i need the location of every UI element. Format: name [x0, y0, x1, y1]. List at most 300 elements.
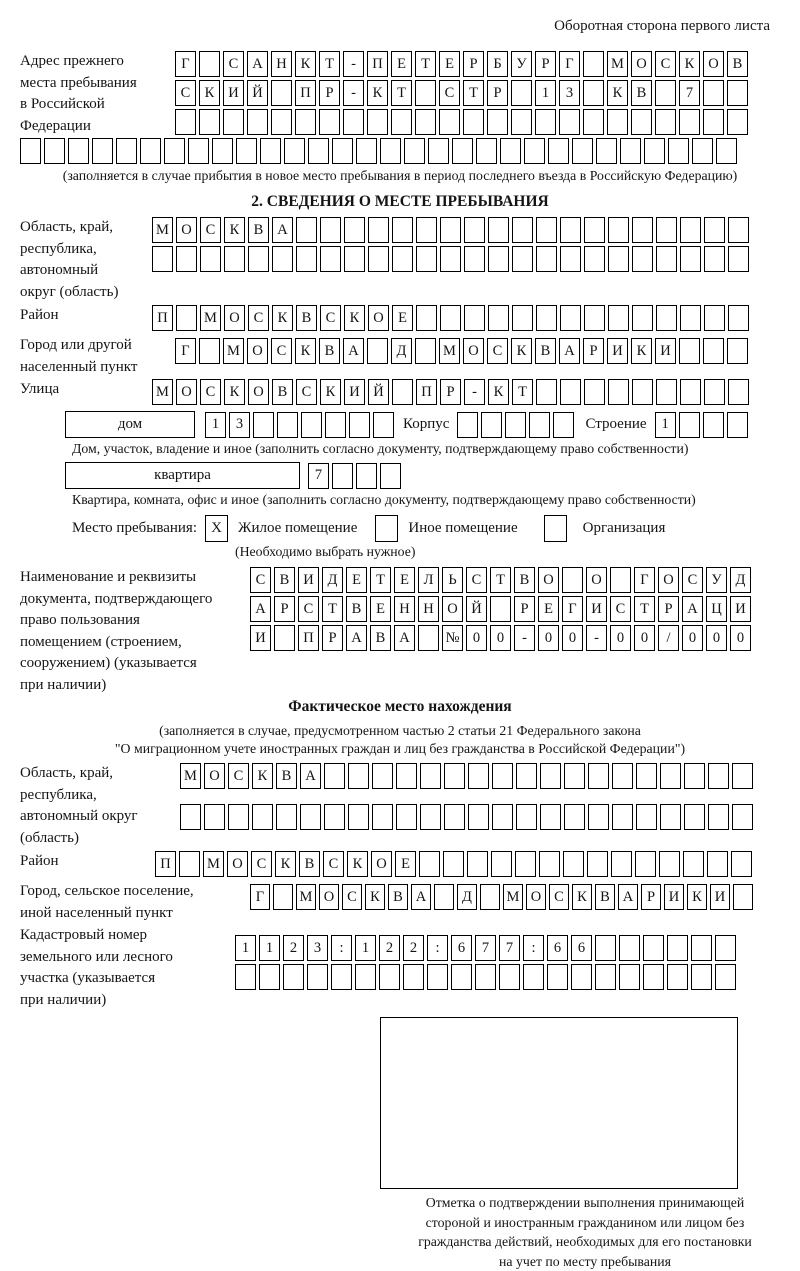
- char-cell[interactable]: М: [152, 217, 173, 243]
- char-cell[interactable]: 6: [571, 935, 592, 961]
- char-cell[interactable]: [571, 964, 592, 990]
- char-cell[interactable]: [368, 246, 389, 272]
- char-cell[interactable]: Й: [368, 379, 389, 405]
- char-cell[interactable]: :: [523, 935, 544, 961]
- char-cell[interactable]: [715, 935, 736, 961]
- char-cell[interactable]: [660, 763, 681, 789]
- char-cell[interactable]: [372, 804, 393, 830]
- char-cell[interactable]: -: [343, 80, 364, 106]
- char-cell[interactable]: [536, 217, 557, 243]
- char-cell[interactable]: М: [223, 338, 244, 364]
- char-cell[interactable]: [490, 596, 511, 622]
- char-cell[interactable]: [440, 217, 461, 243]
- char-cell[interactable]: О: [586, 567, 607, 593]
- char-cell[interactable]: М: [200, 305, 221, 331]
- char-cell[interactable]: [511, 80, 532, 106]
- char-cell[interactable]: [488, 246, 509, 272]
- char-cell[interactable]: [373, 412, 394, 438]
- char-cell[interactable]: М: [203, 851, 224, 877]
- char-cell[interactable]: К: [224, 379, 245, 405]
- char-cell[interactable]: К: [224, 217, 245, 243]
- char-cell[interactable]: [164, 138, 185, 164]
- char-cell[interactable]: П: [152, 305, 173, 331]
- char-cell[interactable]: [643, 935, 664, 961]
- char-cell[interactable]: Р: [487, 80, 508, 106]
- char-cell[interactable]: Т: [415, 51, 436, 77]
- char-cell[interactable]: [420, 763, 441, 789]
- char-cell[interactable]: [248, 246, 269, 272]
- char-cell[interactable]: О: [176, 217, 197, 243]
- char-cell[interactable]: Д: [391, 338, 412, 364]
- char-cell[interactable]: Т: [512, 379, 533, 405]
- char-cell[interactable]: [372, 763, 393, 789]
- char-cell[interactable]: В: [514, 567, 535, 593]
- char-cell[interactable]: [584, 246, 605, 272]
- char-cell[interactable]: [271, 109, 292, 135]
- char-cell[interactable]: [728, 305, 749, 331]
- char-cell[interactable]: С: [342, 884, 362, 910]
- char-cell[interactable]: К: [252, 763, 273, 789]
- char-cell[interactable]: [200, 246, 221, 272]
- char-cell[interactable]: О: [442, 596, 463, 622]
- char-cell[interactable]: М: [439, 338, 460, 364]
- char-cell[interactable]: К: [199, 80, 220, 106]
- char-cell[interactable]: М: [503, 884, 523, 910]
- char-cell[interactable]: Р: [322, 625, 343, 651]
- char-cell[interactable]: [415, 80, 436, 106]
- char-cell[interactable]: И: [250, 625, 271, 651]
- char-cell[interactable]: Р: [274, 596, 295, 622]
- char-cell[interactable]: [444, 804, 465, 830]
- char-cell[interactable]: А: [346, 625, 367, 651]
- char-cell[interactable]: [344, 217, 365, 243]
- char-cell[interactable]: О: [703, 51, 724, 77]
- char-cell[interactable]: К: [679, 51, 700, 77]
- char-cell[interactable]: [692, 138, 713, 164]
- char-cell[interactable]: :: [331, 935, 352, 961]
- char-cell[interactable]: М: [152, 379, 173, 405]
- char-cell[interactable]: [704, 217, 725, 243]
- checkbox-organizatsiya[interactable]: [544, 515, 567, 542]
- char-cell[interactable]: [667, 964, 688, 990]
- char-cell[interactable]: 0: [562, 625, 583, 651]
- char-cell[interactable]: [440, 246, 461, 272]
- char-cell[interactable]: К: [572, 884, 592, 910]
- char-cell[interactable]: О: [631, 51, 652, 77]
- char-cell[interactable]: Е: [395, 851, 416, 877]
- char-cell[interactable]: В: [296, 305, 317, 331]
- char-cell[interactable]: [68, 138, 89, 164]
- char-cell[interactable]: [325, 412, 346, 438]
- char-cell[interactable]: [416, 305, 437, 331]
- checkbox-inoe[interactable]: [375, 515, 398, 542]
- confirmation-stamp-box[interactable]: [380, 1017, 738, 1189]
- char-cell[interactable]: [440, 305, 461, 331]
- char-cell[interactable]: А: [343, 338, 364, 364]
- char-cell[interactable]: И: [223, 80, 244, 106]
- char-cell[interactable]: С: [248, 305, 269, 331]
- char-cell[interactable]: Г: [634, 567, 655, 593]
- char-cell[interactable]: [380, 463, 401, 489]
- char-cell[interactable]: [656, 379, 677, 405]
- char-cell[interactable]: Г: [562, 596, 583, 622]
- char-cell[interactable]: [418, 625, 439, 651]
- char-cell[interactable]: Т: [322, 596, 343, 622]
- char-cell[interactable]: С: [200, 379, 221, 405]
- char-cell[interactable]: [727, 109, 748, 135]
- char-cell[interactable]: -: [464, 379, 485, 405]
- char-cell[interactable]: [732, 763, 753, 789]
- char-cell[interactable]: О: [248, 379, 269, 405]
- char-cell[interactable]: Р: [658, 596, 679, 622]
- char-cell[interactable]: М: [180, 763, 201, 789]
- char-cell[interactable]: [272, 246, 293, 272]
- char-cell[interactable]: Т: [370, 567, 391, 593]
- char-cell[interactable]: [684, 763, 705, 789]
- char-cell[interactable]: [560, 217, 581, 243]
- char-cell[interactable]: К: [320, 379, 341, 405]
- char-cell[interactable]: И: [655, 338, 676, 364]
- char-cell[interactable]: [380, 138, 401, 164]
- char-cell[interactable]: [572, 138, 593, 164]
- char-cell[interactable]: [583, 51, 604, 77]
- char-cell[interactable]: [199, 109, 220, 135]
- char-cell[interactable]: [547, 964, 568, 990]
- char-cell[interactable]: [727, 412, 748, 438]
- char-cell[interactable]: [703, 109, 724, 135]
- char-cell[interactable]: [415, 338, 436, 364]
- char-cell[interactable]: [728, 217, 749, 243]
- char-cell[interactable]: [632, 246, 653, 272]
- char-cell[interactable]: [680, 246, 701, 272]
- char-cell[interactable]: В: [370, 625, 391, 651]
- char-cell[interactable]: [480, 884, 500, 910]
- char-cell[interactable]: А: [411, 884, 431, 910]
- char-cell[interactable]: [612, 763, 633, 789]
- char-cell[interactable]: [512, 305, 533, 331]
- char-cell[interactable]: [367, 338, 388, 364]
- char-cell[interactable]: [707, 851, 728, 877]
- char-cell[interactable]: Р: [535, 51, 556, 77]
- char-cell[interactable]: И: [730, 596, 751, 622]
- char-cell[interactable]: [308, 138, 329, 164]
- char-cell[interactable]: [253, 412, 274, 438]
- char-cell[interactable]: 0: [634, 625, 655, 651]
- char-cell[interactable]: [608, 246, 629, 272]
- char-cell[interactable]: [536, 379, 557, 405]
- char-cell[interactable]: [539, 851, 560, 877]
- char-cell[interactable]: [348, 763, 369, 789]
- char-cell[interactable]: О: [658, 567, 679, 593]
- char-cell[interactable]: [348, 804, 369, 830]
- char-cell[interactable]: 0: [682, 625, 703, 651]
- char-cell[interactable]: [691, 964, 712, 990]
- char-cell[interactable]: [560, 305, 581, 331]
- char-cell[interactable]: [391, 109, 412, 135]
- char-cell[interactable]: [680, 379, 701, 405]
- char-cell[interactable]: Д: [457, 884, 477, 910]
- char-cell[interactable]: С: [271, 338, 292, 364]
- char-cell[interactable]: [176, 305, 197, 331]
- char-cell[interactable]: [632, 379, 653, 405]
- char-cell[interactable]: В: [299, 851, 320, 877]
- char-cell[interactable]: [536, 305, 557, 331]
- char-cell[interactable]: А: [247, 51, 268, 77]
- char-cell[interactable]: [301, 412, 322, 438]
- char-cell[interactable]: [356, 138, 377, 164]
- char-cell[interactable]: О: [227, 851, 248, 877]
- char-cell[interactable]: [235, 964, 256, 990]
- char-cell[interactable]: [331, 964, 352, 990]
- char-cell[interactable]: [324, 804, 345, 830]
- char-cell[interactable]: К: [272, 305, 293, 331]
- char-cell[interactable]: 1: [259, 935, 280, 961]
- char-cell[interactable]: [635, 851, 656, 877]
- char-cell[interactable]: 1: [655, 412, 676, 438]
- char-cell[interactable]: [516, 763, 537, 789]
- char-cell[interactable]: [457, 412, 478, 438]
- char-cell[interactable]: С: [228, 763, 249, 789]
- char-cell[interactable]: В: [595, 884, 615, 910]
- char-cell[interactable]: [583, 80, 604, 106]
- char-cell[interactable]: [492, 804, 513, 830]
- checkbox-zhiloe[interactable]: X: [205, 515, 228, 542]
- char-cell[interactable]: [584, 305, 605, 331]
- char-cell[interactable]: О: [463, 338, 484, 364]
- char-cell[interactable]: [516, 804, 537, 830]
- char-cell[interactable]: С: [466, 567, 487, 593]
- char-cell[interactable]: [475, 964, 496, 990]
- char-cell[interactable]: 1: [535, 80, 556, 106]
- char-cell[interactable]: /: [658, 625, 679, 651]
- char-cell[interactable]: [176, 246, 197, 272]
- char-cell[interactable]: [620, 138, 641, 164]
- char-cell[interactable]: [610, 567, 631, 593]
- char-cell[interactable]: У: [706, 567, 727, 593]
- kvartira-box[interactable]: квартира: [65, 462, 300, 489]
- char-cell[interactable]: [708, 804, 729, 830]
- char-cell[interactable]: [481, 412, 502, 438]
- char-cell[interactable]: К: [631, 338, 652, 364]
- char-cell[interactable]: Ц: [706, 596, 727, 622]
- char-cell[interactable]: С: [296, 379, 317, 405]
- char-cell[interactable]: [179, 851, 200, 877]
- char-cell[interactable]: [276, 804, 297, 830]
- char-cell[interactable]: В: [272, 379, 293, 405]
- char-cell[interactable]: [180, 804, 201, 830]
- char-cell[interactable]: К: [687, 884, 707, 910]
- char-cell[interactable]: Т: [391, 80, 412, 106]
- char-cell[interactable]: [704, 305, 725, 331]
- char-cell[interactable]: [727, 80, 748, 106]
- char-cell[interactable]: [467, 851, 488, 877]
- char-cell[interactable]: [140, 138, 161, 164]
- char-cell[interactable]: 0: [706, 625, 727, 651]
- char-cell[interactable]: К: [607, 80, 628, 106]
- char-cell[interactable]: Г: [559, 51, 580, 77]
- char-cell[interactable]: В: [274, 567, 295, 593]
- char-cell[interactable]: [608, 217, 629, 243]
- char-cell[interactable]: [608, 305, 629, 331]
- char-cell[interactable]: [564, 763, 585, 789]
- char-cell[interactable]: [199, 338, 220, 364]
- char-cell[interactable]: Т: [634, 596, 655, 622]
- char-cell[interactable]: Д: [730, 567, 751, 593]
- char-cell[interactable]: И: [607, 338, 628, 364]
- char-cell[interactable]: [252, 804, 273, 830]
- char-cell[interactable]: К: [295, 51, 316, 77]
- char-cell[interactable]: [563, 851, 584, 877]
- char-cell[interactable]: [655, 80, 676, 106]
- char-cell[interactable]: [587, 851, 608, 877]
- char-cell[interactable]: 2: [379, 935, 400, 961]
- char-cell[interactable]: Н: [418, 596, 439, 622]
- char-cell[interactable]: [588, 804, 609, 830]
- char-cell[interactable]: [515, 851, 536, 877]
- char-cell[interactable]: Е: [394, 567, 415, 593]
- char-cell[interactable]: [332, 138, 353, 164]
- char-cell[interactable]: [344, 246, 365, 272]
- char-cell[interactable]: 1: [235, 935, 256, 961]
- char-cell[interactable]: [524, 138, 545, 164]
- char-cell[interactable]: П: [155, 851, 176, 877]
- char-cell[interactable]: [636, 763, 657, 789]
- char-cell[interactable]: [332, 463, 353, 489]
- char-cell[interactable]: [656, 246, 677, 272]
- char-cell[interactable]: [476, 138, 497, 164]
- char-cell[interactable]: Н: [394, 596, 415, 622]
- char-cell[interactable]: [553, 412, 574, 438]
- char-cell[interactable]: Г: [175, 338, 196, 364]
- char-cell[interactable]: О: [247, 338, 268, 364]
- char-cell[interactable]: [464, 246, 485, 272]
- char-cell[interactable]: И: [710, 884, 730, 910]
- char-cell[interactable]: [536, 246, 557, 272]
- char-cell[interactable]: [439, 109, 460, 135]
- char-cell[interactable]: [728, 379, 749, 405]
- char-cell[interactable]: [548, 138, 569, 164]
- char-cell[interactable]: [343, 109, 364, 135]
- char-cell[interactable]: [540, 804, 561, 830]
- char-cell[interactable]: [584, 379, 605, 405]
- char-cell[interactable]: [667, 935, 688, 961]
- char-cell[interactable]: [703, 412, 724, 438]
- char-cell[interactable]: О: [176, 379, 197, 405]
- char-cell[interactable]: [523, 964, 544, 990]
- char-cell[interactable]: И: [664, 884, 684, 910]
- char-cell[interactable]: [464, 305, 485, 331]
- char-cell[interactable]: О: [538, 567, 559, 593]
- char-cell[interactable]: Й: [247, 80, 268, 106]
- char-cell[interactable]: Е: [391, 51, 412, 77]
- char-cell[interactable]: [680, 305, 701, 331]
- char-cell[interactable]: [295, 109, 316, 135]
- char-cell[interactable]: [260, 138, 281, 164]
- char-cell[interactable]: [392, 246, 413, 272]
- char-cell[interactable]: [392, 379, 413, 405]
- char-cell[interactable]: К: [365, 884, 385, 910]
- char-cell[interactable]: [512, 246, 533, 272]
- char-cell[interactable]: С: [298, 596, 319, 622]
- char-cell[interactable]: [274, 625, 295, 651]
- char-cell[interactable]: [284, 138, 305, 164]
- char-cell[interactable]: [116, 138, 137, 164]
- char-cell[interactable]: [499, 964, 520, 990]
- char-cell[interactable]: [731, 851, 752, 877]
- char-cell[interactable]: [636, 804, 657, 830]
- char-cell[interactable]: [487, 109, 508, 135]
- char-cell[interactable]: Р: [463, 51, 484, 77]
- char-cell[interactable]: [404, 138, 425, 164]
- char-cell[interactable]: [584, 217, 605, 243]
- char-cell[interactable]: Е: [370, 596, 391, 622]
- char-cell[interactable]: [512, 217, 533, 243]
- char-cell[interactable]: А: [250, 596, 271, 622]
- char-cell[interactable]: :: [427, 935, 448, 961]
- char-cell[interactable]: [319, 109, 340, 135]
- char-cell[interactable]: [283, 964, 304, 990]
- char-cell[interactable]: О: [371, 851, 392, 877]
- char-cell[interactable]: Р: [641, 884, 661, 910]
- char-cell[interactable]: С: [251, 851, 272, 877]
- char-cell[interactable]: [228, 804, 249, 830]
- char-cell[interactable]: К: [344, 305, 365, 331]
- char-cell[interactable]: [468, 804, 489, 830]
- char-cell[interactable]: [619, 935, 640, 961]
- char-cell[interactable]: С: [323, 851, 344, 877]
- char-cell[interactable]: Е: [439, 51, 460, 77]
- char-cell[interactable]: [488, 217, 509, 243]
- char-cell[interactable]: В: [535, 338, 556, 364]
- char-cell[interactable]: К: [347, 851, 368, 877]
- char-cell[interactable]: [300, 804, 321, 830]
- char-cell[interactable]: [175, 109, 196, 135]
- char-cell[interactable]: С: [549, 884, 569, 910]
- char-cell[interactable]: -: [514, 625, 535, 651]
- char-cell[interactable]: П: [367, 51, 388, 77]
- char-cell[interactable]: [223, 109, 244, 135]
- char-cell[interactable]: [296, 217, 317, 243]
- char-cell[interactable]: [307, 964, 328, 990]
- char-cell[interactable]: [684, 804, 705, 830]
- char-cell[interactable]: С: [175, 80, 196, 106]
- char-cell[interactable]: [660, 804, 681, 830]
- char-cell[interactable]: М: [607, 51, 628, 77]
- char-cell[interactable]: [443, 851, 464, 877]
- char-cell[interactable]: №: [442, 625, 463, 651]
- char-cell[interactable]: [492, 763, 513, 789]
- char-cell[interactable]: [416, 246, 437, 272]
- char-cell[interactable]: С: [250, 567, 271, 593]
- char-cell[interactable]: С: [682, 567, 703, 593]
- char-cell[interactable]: -: [586, 625, 607, 651]
- char-cell[interactable]: [468, 763, 489, 789]
- char-cell[interactable]: [505, 412, 526, 438]
- char-cell[interactable]: [420, 804, 441, 830]
- char-cell[interactable]: [464, 217, 485, 243]
- char-cell[interactable]: [451, 964, 472, 990]
- char-cell[interactable]: [277, 412, 298, 438]
- char-cell[interactable]: О: [204, 763, 225, 789]
- char-cell[interactable]: [560, 379, 581, 405]
- char-cell[interactable]: С: [610, 596, 631, 622]
- char-cell[interactable]: [632, 305, 653, 331]
- char-cell[interactable]: Т: [463, 80, 484, 106]
- char-cell[interactable]: [703, 338, 724, 364]
- char-cell[interactable]: [396, 804, 417, 830]
- char-cell[interactable]: 3: [307, 935, 328, 961]
- char-cell[interactable]: П: [416, 379, 437, 405]
